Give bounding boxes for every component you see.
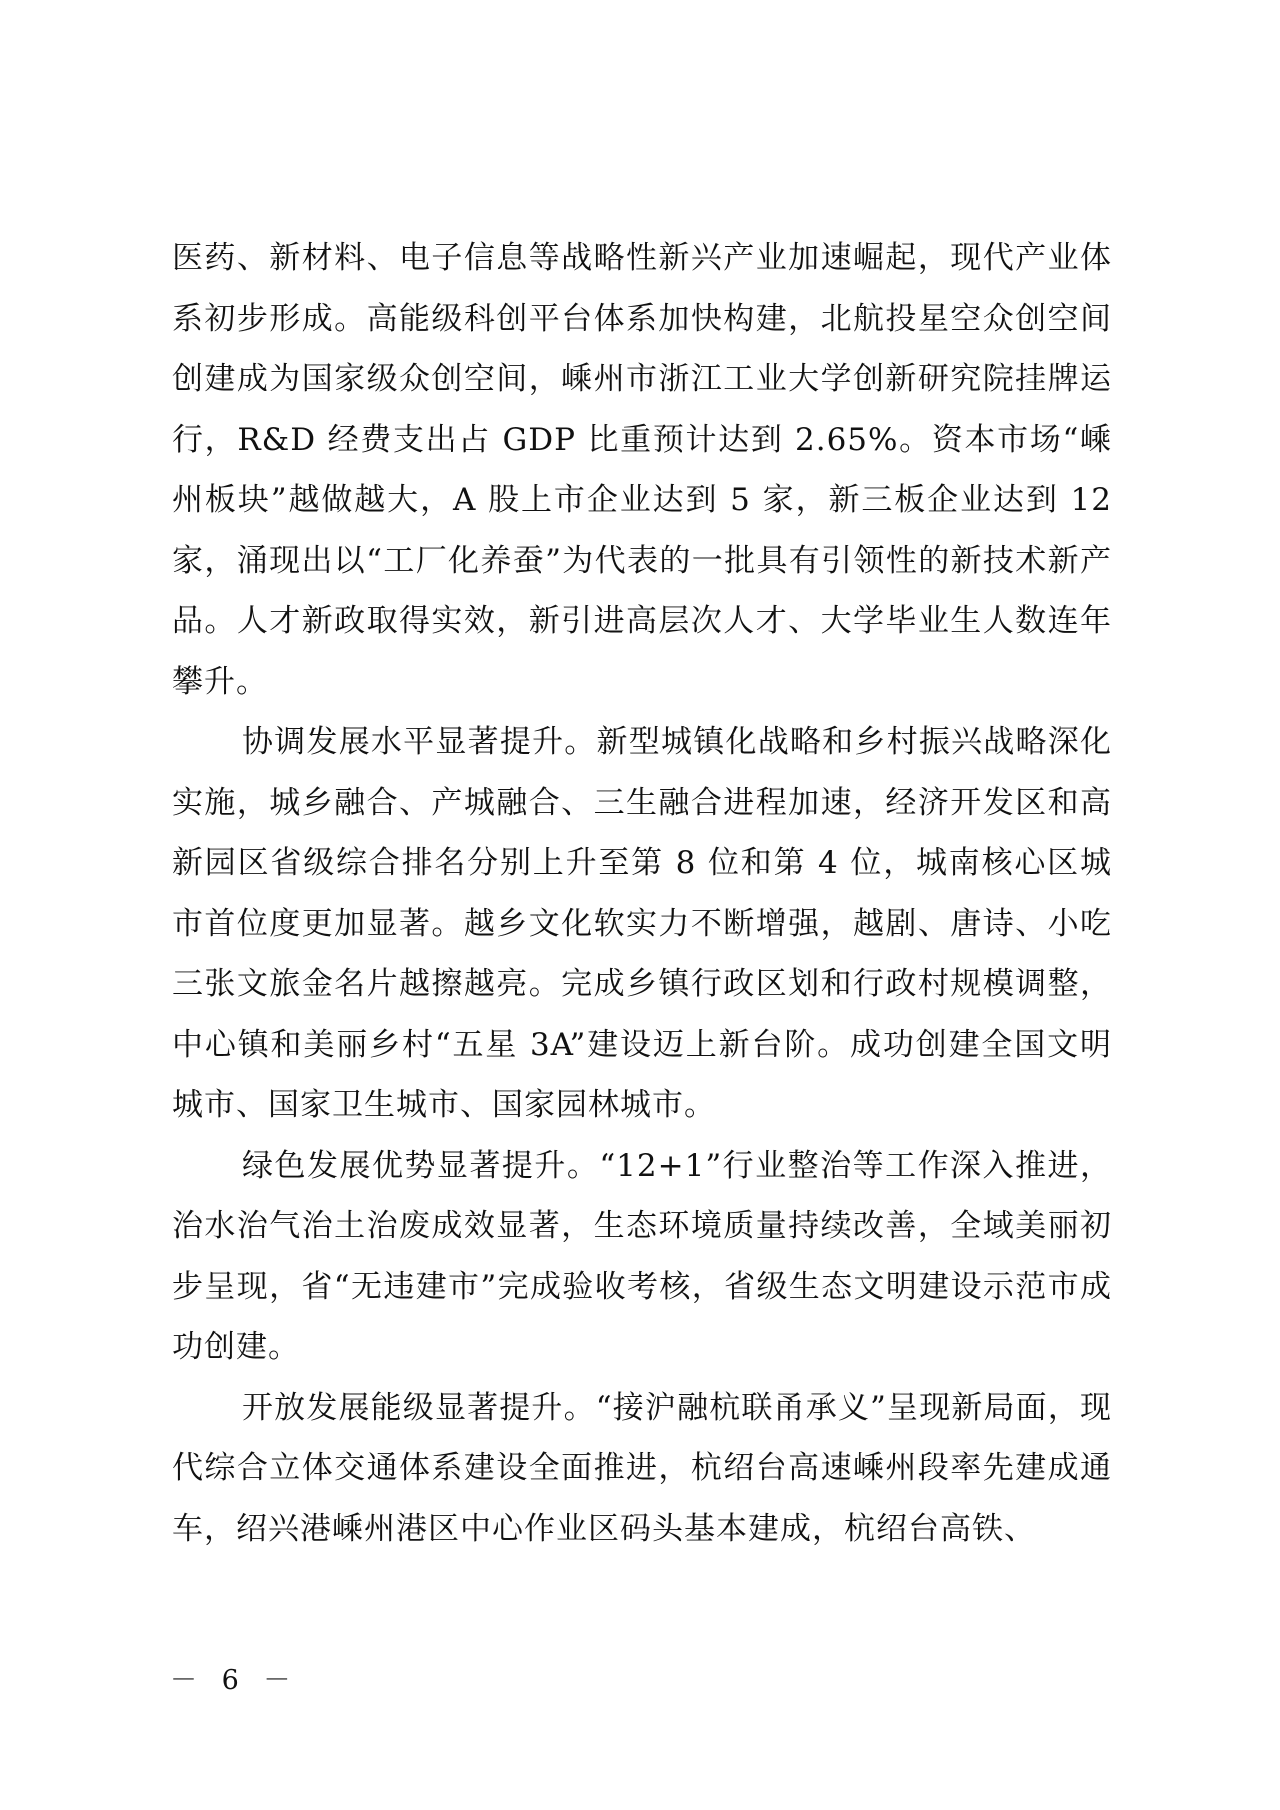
- paragraph-3: 绿色发展优势显著提升。“12+1”行业整治等工作深入推进，治水治气治土治废成效显著，生态环境质量持续改善，全域美丽初步呈现，省“无违建市”完成验收考核，省级生态文明建设示范市成功创建。: [172, 1147, 1112, 1365]
- paragraph-1: 医药、新材料、电子信息等战略性新兴产业加速崛起，现代产业体系初步形成。高能级科创平台体系加快构建，北航投星空众创空间创建成为国家级众创空间，嵊州市浙江工业大学创新研究院挂牌运行，R&D 经费支出占 GDP 比重预计达到 2.65%。资本市场“嵊州板块”越做越大，A 股上市企业达到 5 家，新三板企业达到 12 家，涌现出以“工厂化养蚕”为代表的一批具有引领性的新技术新产品。人才新政取得实效，新引进高层次人才、大学毕业生人数连年攀升。: [172, 240, 1112, 700]
- paragraph-2: 协调发展水平显著提升。新型城镇化战略和乡村振兴战略深化实施，城乡融合、产城融合、三生融合进程加速，经济开发区和高新园区省级综合排名分别上升至第 8 位和第 4 位，城南核心区城市首位度更加显著。越乡文化软实力不断增强，越剧、唐诗、小吃三张文旅金名片越擦越亮。完成乡镇行政区划和行政村规模调整，中心镇和美丽乡村“五星 3A”建设迈上新台阶。成功创建全国文明城市、国家卫生城市、国家园林城市。: [172, 724, 1112, 1123]
- body-text: [172, 228, 1112, 1559]
- paragraph-4: 开放发展能级显著提升。“接沪融杭联甬承义”呈现新局面，现代综合立体交通体系建设全面推进，杭绍台高速嵊州段率先建成通车，绍兴港嵊州港区中心作业区码头基本建成，杭绍台高铁、: [172, 1389, 1112, 1547]
- page-number: － 6 －: [170, 1665, 299, 1696]
